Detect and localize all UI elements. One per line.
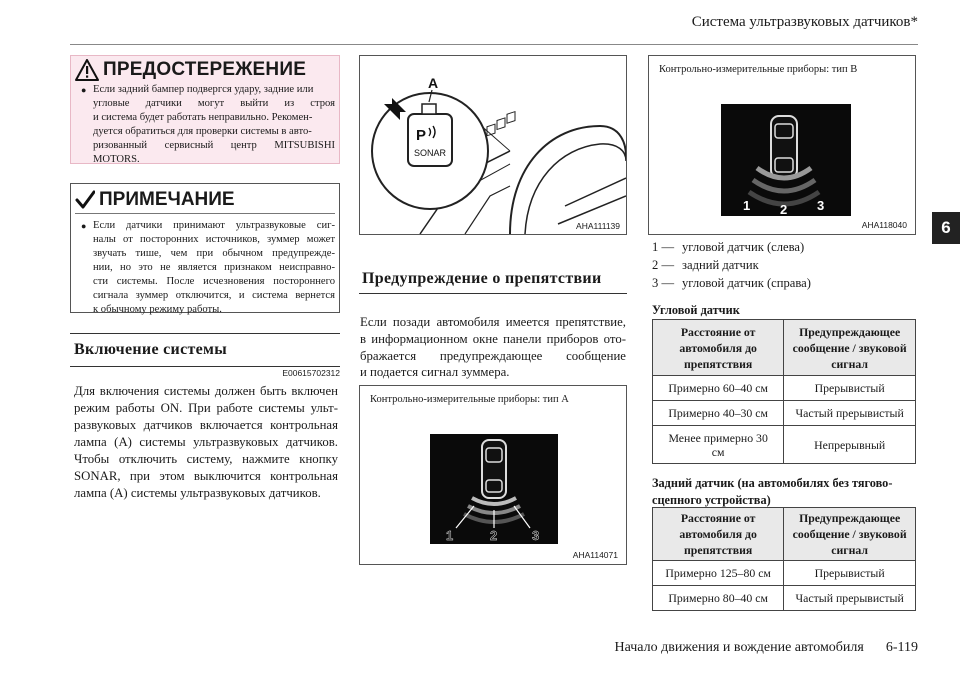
sensor-display-b [649, 56, 915, 234]
table-row [653, 561, 916, 586]
legend-item [652, 238, 811, 256]
instrument-type-b-figure [648, 55, 916, 235]
note-box [70, 183, 340, 313]
sonar-button-label: SONAR [414, 148, 447, 158]
note-line: сти системы. После исчезновения постороннего [93, 276, 335, 287]
note-divider [75, 213, 335, 214]
figure-code: AHA114071 [572, 550, 618, 560]
legend-text: задний датчик [682, 258, 759, 272]
table-cell: Примерно 80–40 см [653, 586, 784, 611]
note-title: ПРИМЕЧАНИЕ [99, 189, 235, 210]
figure-label: Контрольно-измерительные приборы: тип A [370, 394, 569, 405]
table-cell: Частый прерывистый [784, 586, 916, 611]
corner-sensor-table [652, 319, 916, 464]
table-cell: Непрерывный [784, 426, 916, 464]
note-line: нии, но это не является признаком неисправно- [93, 262, 335, 273]
body-line: бражается предупреждающее сообщение [360, 348, 626, 363]
legend-text: угловой датчик (справа) [682, 276, 811, 290]
warning-line: угловые датчики могут выйти из строя [93, 98, 335, 109]
page-footer [560, 640, 918, 656]
note-line: сигнала зуммер отключится, и система вернется [93, 290, 335, 301]
table-row [653, 586, 916, 611]
warning-line: и система будет работать неправильно. Рекомен- [93, 112, 313, 123]
table-header-distance: Расстояние от автомобиля до препятствия [653, 508, 784, 561]
warning-line: дуется обратиться для проверки системы в авто- [93, 126, 312, 137]
warning-line: MOTORS. [93, 154, 140, 165]
legend-text: угловой датчик (слева) [682, 240, 805, 254]
section-title-enable: Включение системы [74, 341, 228, 358]
note-line: налы от посторонних источников, зуммер может [93, 234, 335, 245]
warning-line: ризованный сервисный центр MITSUBISHI [93, 140, 335, 151]
table-header-signal: Предупреждающее сообщение / звуковой сигнал [784, 508, 916, 561]
section-enable-body [74, 383, 338, 502]
sensor-number-3: 3 [817, 198, 825, 213]
figure-code: AHA111139 [576, 221, 620, 231]
legend-item [652, 256, 811, 274]
dashboard-illustration [360, 56, 626, 234]
callout-label-a: A [428, 75, 439, 91]
body-line: режим работы ON. При работе системы ульт- [74, 401, 338, 415]
table-header-row [653, 320, 916, 376]
warning-box [70, 55, 340, 164]
body-line: развуковых датчиков включается контрольная [74, 418, 338, 432]
instrument-type-a-figure [359, 385, 627, 565]
body-line: лампа (A) системы ультразвуковых датчиков. [74, 486, 321, 500]
body-line: Для включения системы должен быть включен [74, 384, 338, 398]
bullet-icon: ● [81, 221, 87, 231]
warning-title: ПРЕДОСТЕРЕЖЕНИЕ [103, 59, 307, 80]
note-line: звучать тише, чем при обычном предупрежде- [93, 248, 335, 259]
chapter-tab: 6 [932, 212, 960, 244]
table-header-signal: Предупреждающее сообщение / звуковой сигнал [784, 320, 916, 376]
warning-triangle-icon [75, 59, 99, 81]
table-header-row [653, 508, 916, 561]
table-cell: Менее примерно 30 см [653, 426, 784, 464]
warning-line: Если задний бампер подвергся удару, задние или [93, 84, 314, 95]
figure-code: AHA118040 [861, 220, 907, 230]
table-cell: Прерывистый [784, 376, 916, 401]
body-line: и подается сигнал зуммера. [360, 365, 510, 380]
table-cell: Примерно 125–80 см [653, 561, 784, 586]
table-cell: Частый прерывистый [784, 401, 916, 426]
table-cell: Примерно 40–30 см [653, 401, 784, 426]
table-cell: Примерно 60–40 см [653, 376, 784, 401]
note-line: к обычному режиму работы. [93, 304, 222, 315]
checkmark-icon [75, 190, 95, 210]
body-line: лампа (A) системы ультразвуковых датчиков. [74, 435, 338, 449]
sonar-button-figure [359, 55, 627, 235]
body-line: Если позади автомобиля имеется препятствие, [360, 315, 626, 329]
sensor-number-3: 3 [532, 528, 540, 543]
rear-sensor-table [652, 507, 916, 611]
body-line: в информационном окне панели приборов ото- [360, 331, 626, 346]
legend-number: 3 — [652, 276, 675, 290]
body-line: SONAR, при этом выключится контрольная [74, 469, 338, 483]
section-rule [70, 366, 340, 367]
note-header [75, 188, 235, 212]
table-row [653, 426, 916, 464]
table-cell: Прерывистый [784, 561, 916, 586]
table-caption-rear: Задний датчик (на автомобилях без тягово-сцепного устройства) [652, 476, 893, 507]
footer-section: Начало движения и вождение автомобиля [614, 640, 864, 655]
page-number: 6-119 [885, 640, 918, 655]
warning-text [81, 83, 335, 167]
sensor-number-2: 2 [780, 202, 788, 217]
sensor-legend [652, 238, 811, 292]
table-row [653, 401, 916, 426]
section-rule [359, 293, 627, 294]
header-rule [70, 44, 918, 45]
bullet-icon: ● [81, 85, 87, 95]
note-line: Если датчики принимают ультразвуковые сиг- [93, 220, 335, 231]
section-code: E00615702312 [282, 368, 340, 378]
legend-number: 1 — [652, 240, 675, 254]
legend-number: 2 — [652, 258, 675, 272]
table-row [653, 376, 916, 401]
running-header-title: Система ультразвуковых датчиков* [691, 14, 918, 30]
table-header-distance: Расстояние от автомобиля до препятствия [653, 320, 784, 376]
sensor-number-2: 2 [490, 528, 498, 543]
table-caption-corner: Угловой датчик [652, 303, 740, 317]
legend-item [652, 274, 811, 292]
sensor-number-1: 1 [446, 528, 454, 543]
sensor-display-a [360, 386, 626, 564]
section-top-rule [70, 333, 340, 334]
svg-text:P: P [416, 127, 427, 144]
section-title-obstacle: Предупреждение о препятствии [362, 270, 602, 287]
figure-label: Контрольно-измерительные приборы: тип B [659, 64, 858, 75]
section-obstacle-body [360, 314, 626, 381]
sensor-number-1: 1 [743, 198, 751, 213]
note-text [81, 219, 335, 317]
warning-header [75, 58, 306, 82]
body-line: Чтобы отключить систему, нажмите кнопку [74, 452, 338, 466]
